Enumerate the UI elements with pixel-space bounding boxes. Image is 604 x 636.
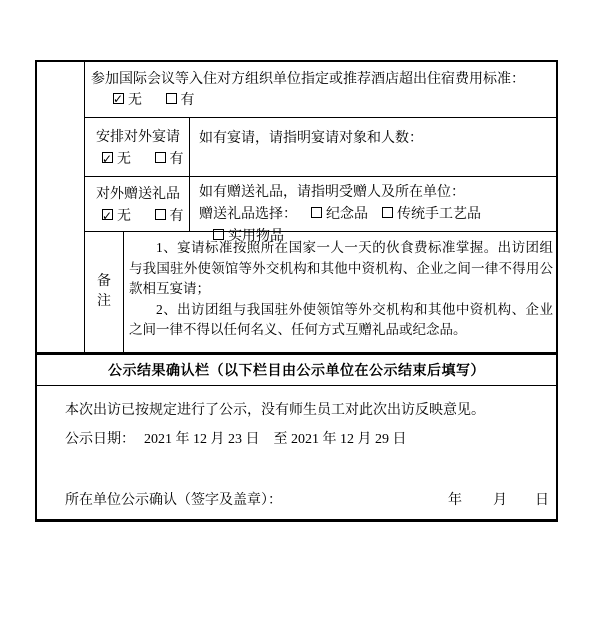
option-yes[interactable] (155, 152, 184, 167)
confirm-header-title: 公示结果确认栏（以下栏目由公示单位在公示结束后填写） (108, 364, 485, 379)
gifts-prompt: 如有赠送礼品，请指明受赠人及所在单位： (199, 185, 465, 200)
gifts-label-cell (85, 177, 190, 232)
gift-choice-handicraft[interactable] (382, 207, 481, 222)
year-field-label: 年 (448, 493, 462, 508)
gift-choice-practical-label: 实用物品 (228, 229, 284, 244)
checkbox-yes-icon[interactable] (155, 209, 166, 220)
remarks-item-2: 2、出访团组与我国驻外使领馆等外交机构和其他中资机构、企业之间一律不得以任何名义、任何方式互赠礼品或纪念品。 (129, 301, 553, 337)
confirm-section (37, 386, 556, 519)
option-none[interactable] (102, 152, 131, 167)
checkbox-none-checked-icon[interactable] (113, 93, 124, 104)
option-none-label: 无 (128, 93, 142, 108)
checkbox-yes-icon[interactable] (166, 93, 177, 104)
gifts-detail-cell (190, 177, 556, 244)
option-none[interactable] (102, 209, 131, 224)
hotel-standard-row (85, 62, 556, 118)
banquet-detail-cell (190, 118, 556, 177)
option-none-label: 无 (117, 209, 131, 224)
option-none[interactable] (113, 93, 142, 108)
remarks-item-1: 1、宴请标准按照所在国家一人一天的伙食费标准掌握。出访团组与我国驻外使领馆等外交机构和其他中资机构、企业之间一律不得用公款相互宴请； (129, 240, 553, 296)
remarks-text-cell (124, 232, 556, 352)
checkbox-souvenir-icon[interactable] (311, 207, 322, 218)
remarks-label-cell (85, 232, 124, 352)
checkbox-yes-icon[interactable] (155, 152, 166, 163)
option-yes-label: 有 (180, 93, 195, 108)
gift-choice-souvenir-label: 纪念品 (326, 207, 368, 222)
option-yes-label: 有 (169, 152, 184, 167)
month-field-label: 月 (493, 493, 507, 508)
checkbox-none-checked-icon[interactable] (102, 209, 113, 220)
banquet-options (96, 149, 189, 171)
hotel-standard-question: 参加国际会议等入住对方组织单位指定或推荐酒店超出住宿费用标准： (91, 72, 525, 87)
checkbox-handicraft-icon[interactable] (382, 207, 393, 218)
hotel-standard-options (91, 90, 552, 111)
confirm-statement: 本次出访已按规定进行了公示，没有师生员工对此次出访反映意见。 (65, 403, 485, 418)
option-yes[interactable] (155, 209, 184, 224)
checkbox-none-checked-icon[interactable] (102, 152, 113, 163)
option-none-label: 无 (117, 152, 131, 167)
day-field-label: 日 (535, 493, 549, 508)
banquet-label-cell (85, 118, 190, 177)
publicity-date-row (37, 421, 556, 450)
option-yes[interactable] (166, 93, 195, 108)
publicity-date-value: 2021 年 12 月 23 日 至 2021 年 12 月 29 日 (144, 432, 407, 447)
gift-choice-label: 赠送礼品选择： (199, 207, 297, 222)
spanner-cell-empty (37, 62, 85, 352)
banquet-prompt: 如有宴请，请指明宴请对象和人数： (199, 131, 423, 146)
gifts-options (96, 206, 189, 228)
publicity-date-label: 公示日期： (65, 432, 135, 447)
gift-choice-handicraft-label: 传统手工艺品 (397, 207, 481, 222)
banquet-label: 安排对外宴请 (96, 130, 180, 145)
signature-row (37, 489, 556, 510)
travel-publicity-form-table (35, 60, 558, 522)
remarks-label: 备注 (97, 274, 111, 309)
option-yes-label: 有 (169, 209, 184, 224)
gifts-label: 对外赠送礼品 (96, 187, 180, 202)
confirm-header-row (37, 352, 556, 386)
gift-choice-souvenir[interactable] (311, 207, 368, 222)
signature-label: 所在单位公示确认（签字及盖章）： (65, 493, 282, 508)
